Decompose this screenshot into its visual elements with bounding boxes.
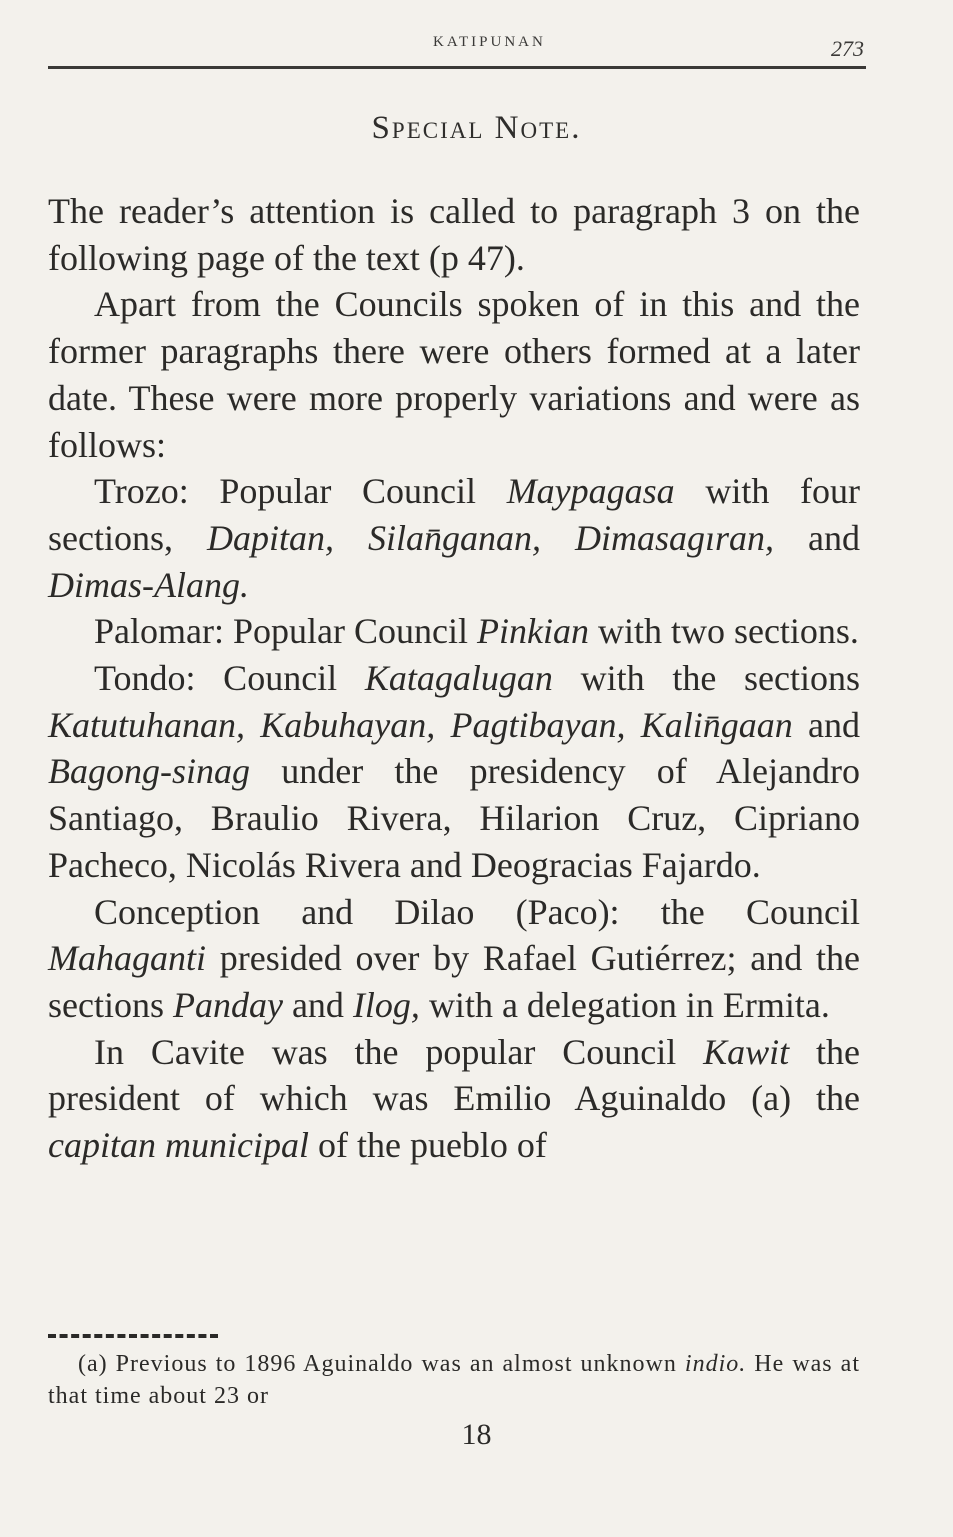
page-number: 273 [831, 36, 864, 61]
italic-text: capitan municipal [48, 1125, 309, 1166]
running-title: KATIPUNAN [433, 34, 546, 50]
italic-text: Pinkian [476, 611, 589, 652]
text-run: of the pueblo of [308, 1125, 547, 1166]
paragraph [48, 608, 860, 655]
paragraph [48, 281, 860, 468]
text-run: Trozo: Popular Council [94, 471, 507, 512]
running-head [48, 28, 866, 78]
text-run: presided over by Rafael Gutiérrez; and the sections [48, 938, 860, 1025]
italic-text: Ilog, [352, 984, 420, 1025]
text-run: under the presidency of Alejandro Santiago, Braulio Rivera, Hilarion Cruz, Cipriano Pacheco, Nicolás Rivera and Deogracias Fajardo. [48, 751, 860, 885]
footnote-rule [48, 1334, 218, 1338]
italic-text: Dimas-Alang. [48, 564, 249, 605]
text-run: with four sections, [48, 471, 860, 558]
header-rule [48, 66, 866, 69]
italic-text: indio. [684, 1351, 747, 1377]
paragraph [48, 1029, 860, 1169]
text-run: Apart from the Councils spoken of in this and the former paragraphs there were others formed at a later date. These were more properly variations and were as follows: [48, 284, 860, 465]
text-run: He was at that time about 23 or [48, 1351, 860, 1409]
signature-mark: 18 [461, 1418, 492, 1451]
paragraph [48, 188, 860, 281]
text-run: (a) Previous to 1896 Aguinaldo was an almost unknown [78, 1351, 685, 1377]
italic-text: Dapitan, Silan̄ganan, Dimasagıran, [206, 517, 775, 558]
body-text [48, 188, 860, 1169]
text-run: with a delegation in Ermita. [419, 984, 830, 1025]
italic-text: Katutuhanan, Kabuhayan, Pagtibayan, Kalin̄gaan [48, 704, 793, 745]
text-run: with the sections [552, 658, 860, 699]
text-run: the president of which was Emilio Aguinaldo (a) the [48, 1031, 861, 1119]
italic-text: Katagalugan [364, 658, 553, 699]
section-title: Special Note. [371, 110, 582, 146]
text-run: and [774, 517, 860, 558]
text-run: In Cavite was the popular Council [94, 1031, 704, 1072]
paragraph [48, 655, 860, 889]
italic-text: Panday [172, 984, 283, 1025]
paragraph [48, 889, 860, 1029]
footnote [48, 1348, 860, 1412]
text-run: Palomar: Popular Council [94, 611, 477, 652]
paragraph [48, 468, 860, 608]
text-run: The reader’s attention is called to paragraph 3 on the following page of the text (p 47). [48, 191, 860, 278]
text-run: Conception and Dilao (Paco): the Council [94, 891, 860, 932]
text-run: with two sections. [588, 611, 859, 652]
text-run: Tondo: Council [94, 658, 365, 699]
italic-text: Kawit [703, 1031, 790, 1072]
italic-text: Maypagasa [506, 471, 675, 512]
text-run: and [792, 704, 860, 745]
italic-text: Bagong-sinag [48, 751, 250, 792]
italic-text: Mahaganti [48, 938, 206, 979]
text-run: and [282, 984, 353, 1025]
